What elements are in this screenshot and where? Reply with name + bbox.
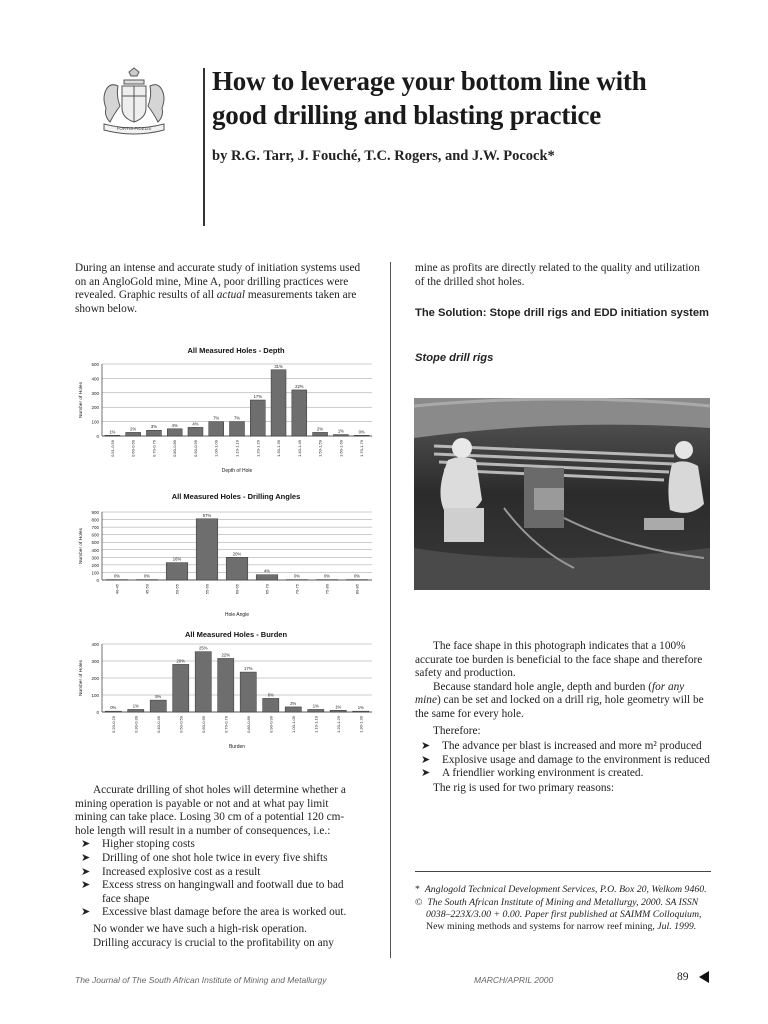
data-label: 31% — [274, 363, 283, 369]
y-tick-label: 500 — [91, 362, 99, 367]
x-tick-label: 1.20-1.29 — [255, 440, 261, 457]
y-axis-label: Number of Holes — [79, 382, 84, 418]
y-tick-label: 100 — [91, 419, 99, 425]
y-tick-label: 300 — [91, 555, 99, 561]
closing-line: Drilling accuracy is crucial to the profitability on any — [93, 936, 334, 949]
bar — [240, 672, 256, 712]
data-label: 1% — [109, 429, 116, 435]
data-label: 20% — [176, 658, 185, 664]
x-tick-label: 0.30-0.39 — [133, 716, 139, 733]
bar — [292, 390, 307, 436]
y-tick-label: 700 — [91, 525, 99, 531]
x-tick-label: 1.30-1.39 — [276, 440, 282, 457]
x-tick-label: 1.40-1.49 — [296, 440, 302, 457]
x-tick-label: 0.70-0.79 — [223, 716, 229, 733]
data-label: 25% — [199, 645, 208, 651]
bar — [256, 575, 278, 580]
drilling-angles-histogram — [72, 490, 380, 618]
bar — [150, 700, 166, 712]
right-body-text — [415, 640, 712, 796]
data-label: 2% — [290, 700, 297, 706]
bar — [218, 658, 234, 712]
y-tick-label: 600 — [91, 532, 99, 538]
data-label: 7% — [233, 415, 241, 421]
intro-paragraph: During an intense and accurate study of initiation systems used on an AngloGold mine, Mine A, poor drilling practices were revealed. Graphic results of all actual measurements taken are shown below. — [75, 262, 361, 315]
data-label: 1% — [132, 703, 139, 709]
y-tick-label: 400 — [91, 642, 99, 647]
x-tick-label: 1.60-1.69 — [338, 440, 344, 457]
saimm-crest-logo — [96, 66, 172, 136]
x-tick-label: 1.30-1.39 — [358, 716, 364, 733]
x-tick-label: 0.20-0.29 — [110, 716, 116, 733]
x-tick-label: 1.50-1.59 — [317, 440, 323, 457]
consequences-list — [75, 838, 363, 920]
y-tick-label: 0 — [96, 578, 99, 583]
x-tick-label: 1.00-1.09 — [213, 440, 219, 457]
y-tick-label: 900 — [91, 510, 99, 515]
y-axis-label: Number of Holes — [79, 528, 84, 564]
article-authors: by R.G. Tarr, J. Fouché, T.C. Rogers, and J.W. Pocock* — [212, 148, 555, 164]
article-title: How to leverage your bottom line with good drilling and blasting practice — [212, 66, 647, 130]
x-tick-label: 0.90-0.99 — [192, 440, 198, 457]
x-axis-label: Burden — [228, 744, 246, 750]
x-tick-label: 1.10-1.19 — [234, 440, 240, 457]
accuracy-paragraph: Accurate drilling of shot holes will determine whether a mining operation is payable or not and at what pay limit mining can take place. Losing 30 cm of a potential 120 cm-hole length will result in a number of consequences, i.e.: — [75, 784, 346, 837]
x-tick-label: 1.20-1.29 — [335, 716, 341, 733]
data-label: 22% — [295, 383, 304, 389]
bar — [105, 435, 120, 436]
bar — [271, 370, 286, 436]
bar — [196, 519, 218, 580]
bar — [105, 711, 121, 712]
data-label: 1% — [357, 705, 364, 711]
x-tick-label: 0.51-0.59 — [109, 440, 115, 457]
chart-title: All Measured Holes - Burden — [184, 630, 288, 639]
y-tick-label: 100 — [91, 693, 99, 698]
column-divider — [390, 262, 391, 958]
y-tick-label: 400 — [91, 547, 99, 553]
data-label: 17% — [244, 666, 253, 672]
x-tick-label: 80-85 — [354, 584, 360, 595]
list-item: ➤ Excess stress on hangingwall and footwall due to bad face shape — [75, 879, 363, 906]
x-axis-label: Depth of Hole — [221, 468, 253, 474]
right-continuation: mine as profits are directly related to the quality and utilization of the drilled shot holes. — [415, 262, 700, 288]
bar — [333, 435, 348, 436]
x-tick-label: 0.60-0.69 — [200, 716, 206, 733]
data-label: 7% — [213, 415, 220, 421]
footnotes — [415, 884, 711, 934]
bar — [250, 400, 265, 436]
bar — [173, 664, 189, 712]
y-tick-label: 0 — [96, 434, 99, 439]
bar — [167, 429, 182, 436]
data-label: 0% — [143, 573, 151, 579]
page-number: 89 — [677, 971, 689, 983]
depth-histogram — [72, 344, 380, 474]
header-divider — [203, 68, 205, 226]
chart-title: All Measured Holes - Depth — [187, 346, 285, 355]
data-label: 0% — [110, 705, 117, 711]
x-tick-label: 0.70-0.79 — [151, 440, 157, 457]
x-tick-label: 1.70-1.79 — [359, 440, 365, 457]
data-label: 4% — [192, 421, 199, 427]
x-tick-label: 55-60 — [204, 584, 210, 595]
data-label: 3% — [150, 424, 157, 430]
data-label: 22% — [221, 652, 230, 658]
bar — [126, 432, 141, 436]
footnote-affiliation: * Anglogold Technical Development Services, P.O. Box 20, Welkom 9460. — [415, 884, 707, 895]
bar — [209, 422, 224, 436]
hole-geometry-paragraph: Because standard hole angle, depth and burden (for any mine) can be set and locked on a drill rig, hole geometry will be the same for every hole. — [415, 680, 704, 720]
y-tick-label: 200 — [91, 562, 99, 568]
data-label: 17% — [253, 394, 262, 399]
stope-drill-rigs-subheading: Stope drill rigs — [415, 352, 494, 364]
x-tick-label: 40-45 — [114, 584, 120, 595]
footnote-copyright: © The South African Institute of Mining and Metallurgy, 2000. SA ISSN 0038–223X/3.00 + 0.00. Paper first published at SAIMM Colloquium, New mining methods and systems for narrow reef mining, Jul. 1999. — [415, 897, 702, 932]
data-label: 0% — [353, 573, 361, 579]
x-tick-label: 0.80-0.89 — [172, 440, 178, 457]
x-tick-label: 60-65 — [234, 584, 240, 595]
y-tick-label: 500 — [91, 540, 99, 546]
y-tick-label: 100 — [91, 570, 99, 576]
data-label: 0% — [358, 429, 365, 435]
bar — [226, 557, 248, 580]
data-label: 16% — [172, 556, 182, 562]
bar — [308, 709, 324, 712]
solution-heading: The Solution: Stope drill rigs and EDD initiation system — [415, 307, 710, 319]
next-page-arrow-icon — [699, 971, 709, 983]
x-tick-label: 1.10-1.19 — [313, 716, 319, 733]
bar — [230, 422, 245, 436]
x-tick-label: 50-55 — [174, 584, 180, 595]
bar — [128, 709, 144, 712]
list-item: ➤ The advance per blast is increased and more m² produced — [415, 740, 712, 754]
data-label: 0% — [293, 573, 301, 579]
burden-histogram — [72, 628, 380, 750]
therefore-line: Therefore: — [433, 724, 481, 737]
x-tick-label: 0.60-0.69 — [130, 440, 136, 457]
face-shape-paragraph: The face shape in this photograph indicates that a 100% accurate toe burden is beneficial to the face shape and therefore safety and production. — [415, 640, 703, 680]
x-tick-label: 0.40-0.49 — [155, 716, 161, 733]
x-tick-label: 0.50-0.59 — [178, 716, 184, 733]
bar — [353, 711, 369, 712]
bar — [146, 430, 161, 436]
x-tick-label: 65-70 — [264, 584, 270, 595]
data-label: 4% — [171, 422, 178, 428]
y-tick-label: 0 — [96, 710, 99, 715]
data-label: 1% — [337, 428, 344, 434]
x-tick-label: 1.00-1.09 — [290, 716, 296, 733]
left-body-text — [75, 784, 363, 950]
x-tick-label: 70-75 — [294, 584, 300, 595]
y-tick-label: 800 — [91, 517, 99, 523]
journal-footer: The Journal of The South African Institute of Mining and Metallurgy — [75, 975, 327, 985]
y-tick-label: 200 — [91, 676, 99, 681]
data-label: 2% — [317, 426, 324, 432]
bar — [330, 710, 346, 712]
data-label: 1% — [335, 704, 342, 710]
y-tick-label: 400 — [91, 376, 99, 382]
data-label: 1% — [312, 703, 319, 709]
x-tick-label: 45-50 — [144, 584, 150, 595]
list-item: ➤ Explosive usage and damage to the environment is reduced — [415, 754, 712, 768]
data-label: 0% — [323, 573, 331, 579]
y-tick-label: 200 — [91, 405, 99, 411]
list-item: ➤ Increased explosive cost as a result — [75, 866, 363, 880]
x-tick-label: 0.80-0.89 — [245, 716, 251, 733]
y-tick-label: 300 — [91, 659, 99, 664]
x-tick-label: 0.90-0.99 — [268, 716, 274, 733]
list-item: ➤ Higher stoping costs — [75, 838, 363, 852]
data-label: 0% — [113, 573, 121, 579]
list-item: ➤ A friendlier working environment is created. — [415, 767, 712, 781]
benefits-list — [415, 740, 712, 781]
bar — [166, 563, 188, 580]
chart-title: All Measured Holes - Drilling Angles — [171, 492, 301, 501]
x-axis-label: Hole Angle — [224, 612, 250, 618]
bar — [263, 698, 279, 712]
data-label: 4% — [263, 568, 271, 574]
bar — [285, 707, 301, 712]
data-label: 5% — [155, 694, 162, 700]
bar — [313, 432, 328, 436]
footnote-rule — [415, 871, 711, 872]
drill-rig-photo — [414, 398, 710, 590]
primary-reasons-line: The rig is used for two primary reasons: — [433, 781, 615, 794]
closing-line: No wonder we have such a high-risk operation. — [93, 922, 307, 935]
issue-date: MARCH/APRIL 2000 — [474, 975, 554, 985]
data-label: 20% — [232, 551, 242, 557]
list-item: ➤ Excessive blast damage before the area is worked out. — [75, 906, 363, 920]
svg-text:FORTIS FIDELIS: FORTIS FIDELIS — [116, 126, 152, 131]
data-label: 2% — [130, 426, 137, 432]
bar — [195, 652, 211, 712]
bar — [188, 427, 203, 436]
data-label: 6% — [267, 692, 274, 698]
bar — [354, 435, 369, 436]
y-tick-label: 300 — [91, 390, 99, 396]
y-axis-label: Number of Holes — [79, 660, 84, 696]
x-tick-label: 75-80 — [324, 584, 330, 595]
data-label: 57% — [202, 512, 212, 518]
list-item: ➤ Drilling of one shot hole twice in every five shifts — [75, 852, 363, 866]
